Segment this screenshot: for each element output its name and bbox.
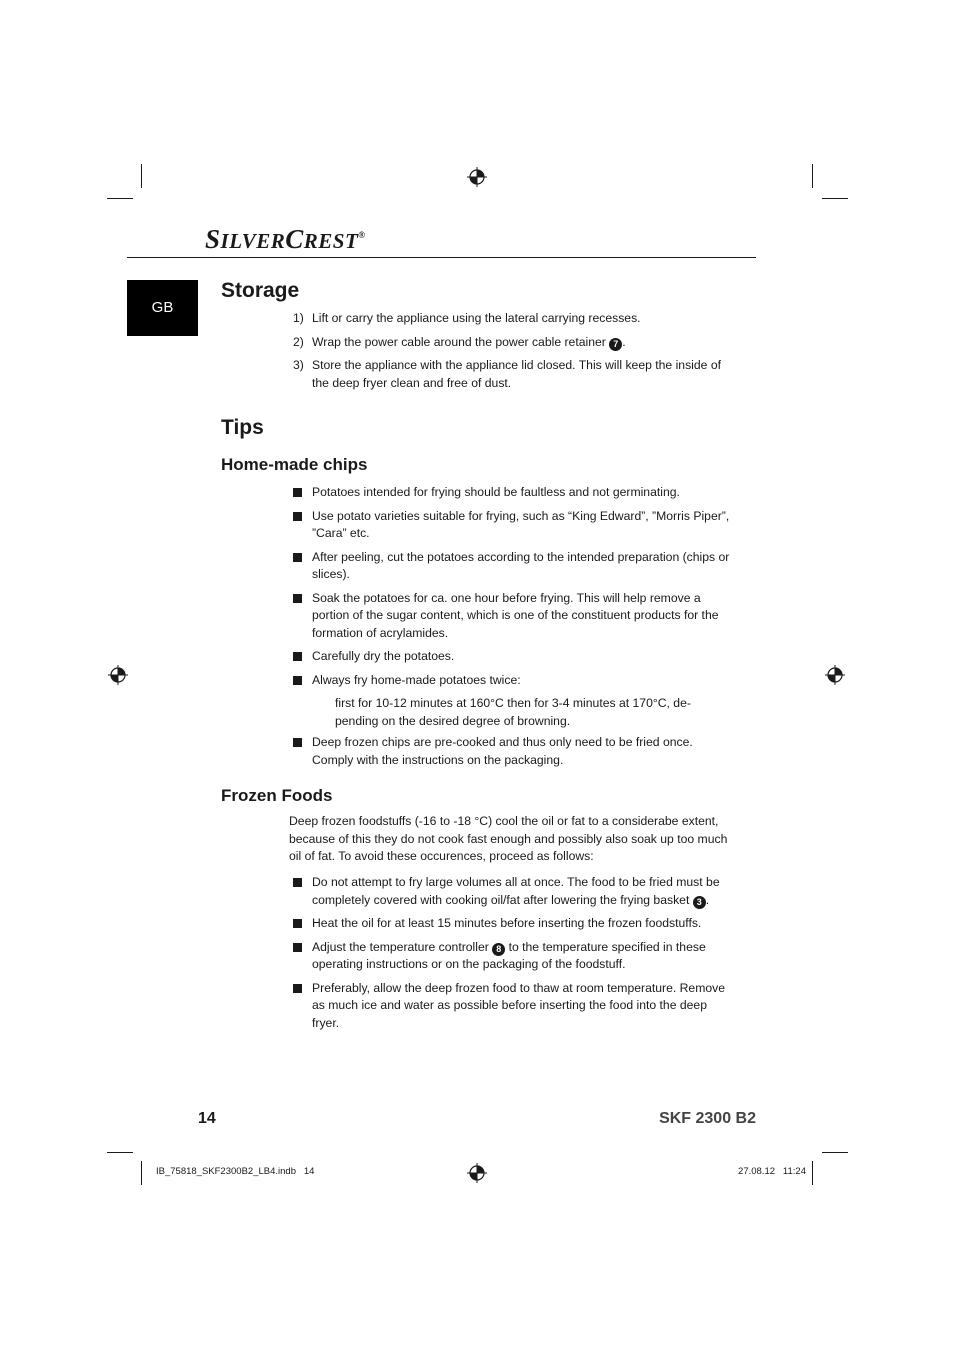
list-item: Deep frozen chips are pre-cooked and thus only need to be fried once. Comply with the instructions on the packaging. bbox=[289, 734, 734, 769]
bullet-icon bbox=[293, 878, 302, 887]
ref-number-icon: 3 bbox=[693, 896, 706, 909]
bullet-icon bbox=[293, 984, 302, 993]
language-tab: GB bbox=[127, 280, 198, 336]
list-item: Carefully dry the potatoes. bbox=[289, 648, 734, 666]
frozen-foods-intro: Deep frozen foodstuffs (-16 to -18 °C) cool the oil or fat to a considerabe extent, because of this they do not cook fast enough and possibly also soak up too much oil of fat. To avoid these occurences, proceed as follows: bbox=[289, 814, 728, 863]
bullet-icon bbox=[293, 738, 302, 747]
list-item: Do not attempt to fry large volumes all at once. The food to be fried must be completely covered with cooking oil/fat after lowering the frying basket 3 . bbox=[289, 874, 734, 909]
storage-heading: Storage bbox=[221, 279, 300, 302]
list-item: 2) Wrap the power cable around the power cable retainer 7 . bbox=[293, 334, 626, 349]
storage-list bbox=[289, 310, 734, 392]
crop-mark bbox=[141, 164, 142, 188]
bullet-icon bbox=[293, 488, 302, 497]
tips-heading: Tips bbox=[221, 416, 264, 439]
list-item-sub: first for 10-12 minutes at 160°C then for 3-4 minutes at 170°C, de-pending on the desired degree of browning. bbox=[335, 696, 691, 728]
date-info: 27.08.12 11:24 bbox=[738, 1166, 806, 1177]
list-item: 1) Lift or carry the appliance using the lateral carrying recesses. bbox=[293, 311, 641, 325]
brand-logo: SILVERCREST® bbox=[205, 224, 366, 254]
list-item: 3) Store the appliance with the appliance lid closed. This will keep the inside of the deep fryer clean and free of dust. bbox=[293, 358, 721, 390]
bullet-icon bbox=[293, 652, 302, 661]
registration-mark-icon bbox=[108, 665, 128, 685]
crop-mark bbox=[812, 164, 813, 188]
model-number: SKF 2300 B2 bbox=[659, 1110, 756, 1127]
bullet-icon bbox=[293, 512, 302, 521]
homemade-chips-heading: Home-made chips bbox=[221, 455, 368, 474]
bullet-icon bbox=[293, 676, 302, 685]
homemade-chips-list bbox=[289, 484, 734, 769]
crop-mark bbox=[822, 1152, 848, 1153]
frozen-foods-list bbox=[289, 874, 734, 1032]
registration-mark-icon bbox=[467, 167, 487, 187]
header-rule bbox=[127, 257, 756, 258]
list-item: Potatoes intended for frying should be faultless and not germinating. bbox=[289, 484, 734, 502]
list-item: Use potato varieties suitable for frying, such as “King Edward”, ”Morris Piper”, ”Cara” etc. bbox=[289, 508, 734, 543]
registration-mark-icon bbox=[825, 665, 845, 685]
bullet-icon bbox=[293, 553, 302, 562]
list-item: Soak the potatoes for ca. one hour before frying. This will help remove a portion of the sugar content, which is one of the constituent products for the formation of acrylamides. bbox=[289, 590, 734, 643]
page-number: 14 bbox=[198, 1110, 216, 1127]
ref-number-icon: 8 bbox=[492, 943, 505, 956]
file-info: IB_75818_SKF2300B2_LB4.indb 14 bbox=[156, 1166, 315, 1177]
list-item: Preferably, allow the deep frozen food to thaw at room temperature. Remove as much ice and water as possible before inserting the food into the deep fryer. bbox=[289, 980, 734, 1033]
list-item: Adjust the temperature controller 8 to the temperature specified in these operating instructions or on the packaging of the foodstuff. bbox=[289, 939, 734, 974]
crop-mark bbox=[107, 198, 133, 199]
ref-number-icon: 7 bbox=[609, 338, 622, 351]
crop-mark bbox=[822, 198, 848, 199]
crop-mark bbox=[812, 1161, 813, 1185]
registration-mark-icon bbox=[467, 1163, 487, 1183]
bullet-icon bbox=[293, 919, 302, 928]
bullet-icon bbox=[293, 943, 302, 952]
crop-mark bbox=[107, 1152, 133, 1153]
list-item: Heat the oil for at least 15 minutes before inserting the frozen foodstuffs. bbox=[289, 915, 734, 933]
list-item: After peeling, cut the potatoes according to the intended preparation (chips or slices). bbox=[289, 549, 734, 584]
bullet-icon bbox=[293, 594, 302, 603]
list-item: Always fry home-made potatoes twice: bbox=[289, 672, 734, 690]
crop-mark bbox=[141, 1161, 142, 1185]
frozen-foods-heading: Frozen Foods bbox=[221, 786, 333, 805]
